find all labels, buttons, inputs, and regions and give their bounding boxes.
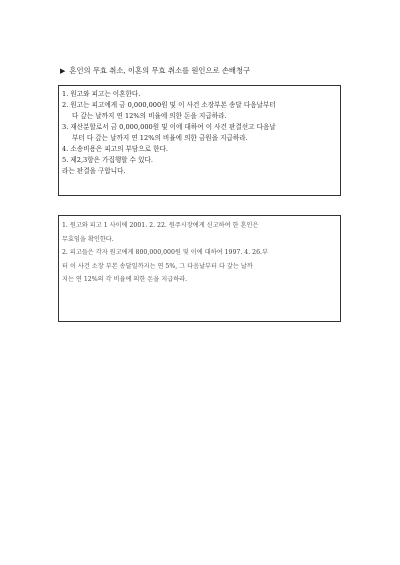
triangle-marker-icon: ▶	[60, 67, 66, 75]
claim-line-3: 다 갚는 날까지 연 12%의 비율에 의한 돈을 지급하라.	[72, 112, 227, 120]
section-heading	[60, 66, 250, 76]
claim-line-7: 5. 제2,3항은 가집행할 수 있다.	[62, 156, 153, 164]
claim-line-2: 2. 원고는 피고에게 금 0,000,000원 및 이 사건 소장부본 송달 다음날부터	[62, 101, 276, 109]
judgment-line-1: 1. 원고와 피고 1 사이에 2001. 2. 22. 원주시장에게 신고하여 한 혼인은	[62, 222, 259, 229]
claim-box	[58, 85, 341, 196]
judgment-line-4: 터 이 사건 소장 부본 송달일까지는 연 5%, 그 다음날부터 다 갚는 날까	[62, 262, 253, 270]
claim-line-1: 1. 원고와 피고는 이혼한다.	[62, 90, 141, 98]
judgment-line-5: 지는 연 12%의 각 비율에 의한 돈을 지급하라.	[62, 276, 188, 283]
claim-line-6: 4. 소송비용은 피고의 부담으로 한다.	[62, 145, 168, 153]
judgment-line-3: 2. 피고들은 각자 원고에게 800,000,000원 및 이에 대하여 1997. 4. 26.부	[62, 249, 268, 256]
heading-text: 혼인의 무효 취소, 이혼의 무효 취소를 원인으로 손배청구	[69, 66, 251, 75]
judgment-box	[58, 215, 341, 322]
claim-line-8: 라는 판결을 구합니다.	[62, 167, 126, 175]
claim-line-5: 부터 다 갚는 날까지 연 12%의 비율에 의한 금원을 지급하라.	[72, 134, 248, 142]
claim-line-4: 3. 재산분할로서 금 0,000,000원 및 이에 대하여 이 사건 판결선고 다음날	[62, 123, 276, 131]
judgment-line-2: 무효임을 확인한다.	[62, 235, 114, 243]
